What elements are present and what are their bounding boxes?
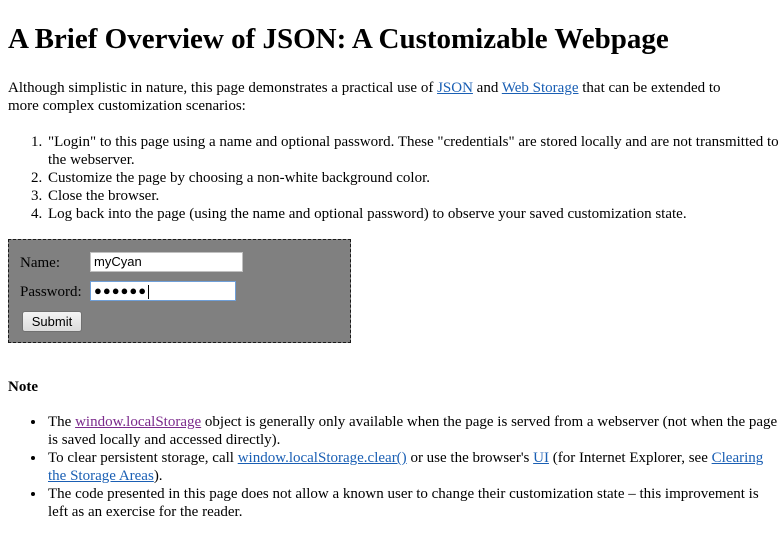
step-item: 3. Close the browser. — [46, 187, 781, 205]
step-item: 4. Log back into the page (using the name and optional password) to observe your saved customization state. — [46, 205, 781, 223]
intro-paragraph — [8, 79, 743, 115]
login-form — [8, 239, 351, 343]
name-input[interactable]: myCyan — [90, 252, 243, 272]
password-mask: ●●●●●● — [94, 283, 148, 298]
password-label: Password: — [20, 284, 82, 300]
intro-text-before: Although simplistic in nature, this page demonstrates a practical use of — [8, 80, 438, 96]
note2-text-mid2: (for Internet Explorer, see — [548, 450, 712, 466]
note2-text-after: ). — [153, 468, 163, 484]
note1-text-before: The — [48, 414, 76, 430]
notes-list — [8, 413, 781, 521]
step-item: 1. "Login" to this page using a name and optional password. These "credentials" are stored locally and are not transmitted to the webserver. — [46, 133, 781, 169]
password-input[interactable] — [90, 281, 236, 301]
note1-text-after: object is generally only available when the page is served from a webserver (not when the page is saved locally and accessed directly). — [48, 414, 778, 448]
web-storage-link[interactable]: Web Storage — [501, 80, 579, 96]
note-heading: Note — [8, 379, 38, 395]
name-label: Name: — [20, 255, 60, 271]
note-item — [46, 413, 781, 449]
text-caret — [148, 285, 149, 299]
steps-list — [8, 133, 781, 223]
step-item: 2. Customize the page by choosing a non-white background color. — [46, 169, 781, 187]
note2-text-mid: or use the browser's — [406, 450, 534, 466]
local-storage-link[interactable]: window.localStorage — [75, 414, 202, 430]
clearing-storage-areas-link[interactable]: Clearing the Storage Areas — [48, 450, 764, 484]
note2-text-before: To clear persistent storage, call — [48, 450, 238, 466]
note-item: • The code presented in this page does not allow a known user to change their customization state – this improvement is left as an exercise for the reader. — [46, 485, 781, 521]
page-title: A Brief Overview of JSON: A Customizable Webpage — [8, 23, 669, 55]
local-storage-clear-link[interactable]: window.localStorage.clear() — [237, 450, 407, 466]
json-link[interactable]: JSON — [437, 80, 473, 96]
ui-link[interactable]: UI — [533, 450, 549, 466]
submit-button[interactable]: Submit — [22, 311, 82, 332]
intro-text-and: and — [472, 80, 502, 96]
intro-text-after: that can be extended to more complex customization scenarios: — [8, 80, 721, 114]
note-item — [46, 449, 781, 485]
